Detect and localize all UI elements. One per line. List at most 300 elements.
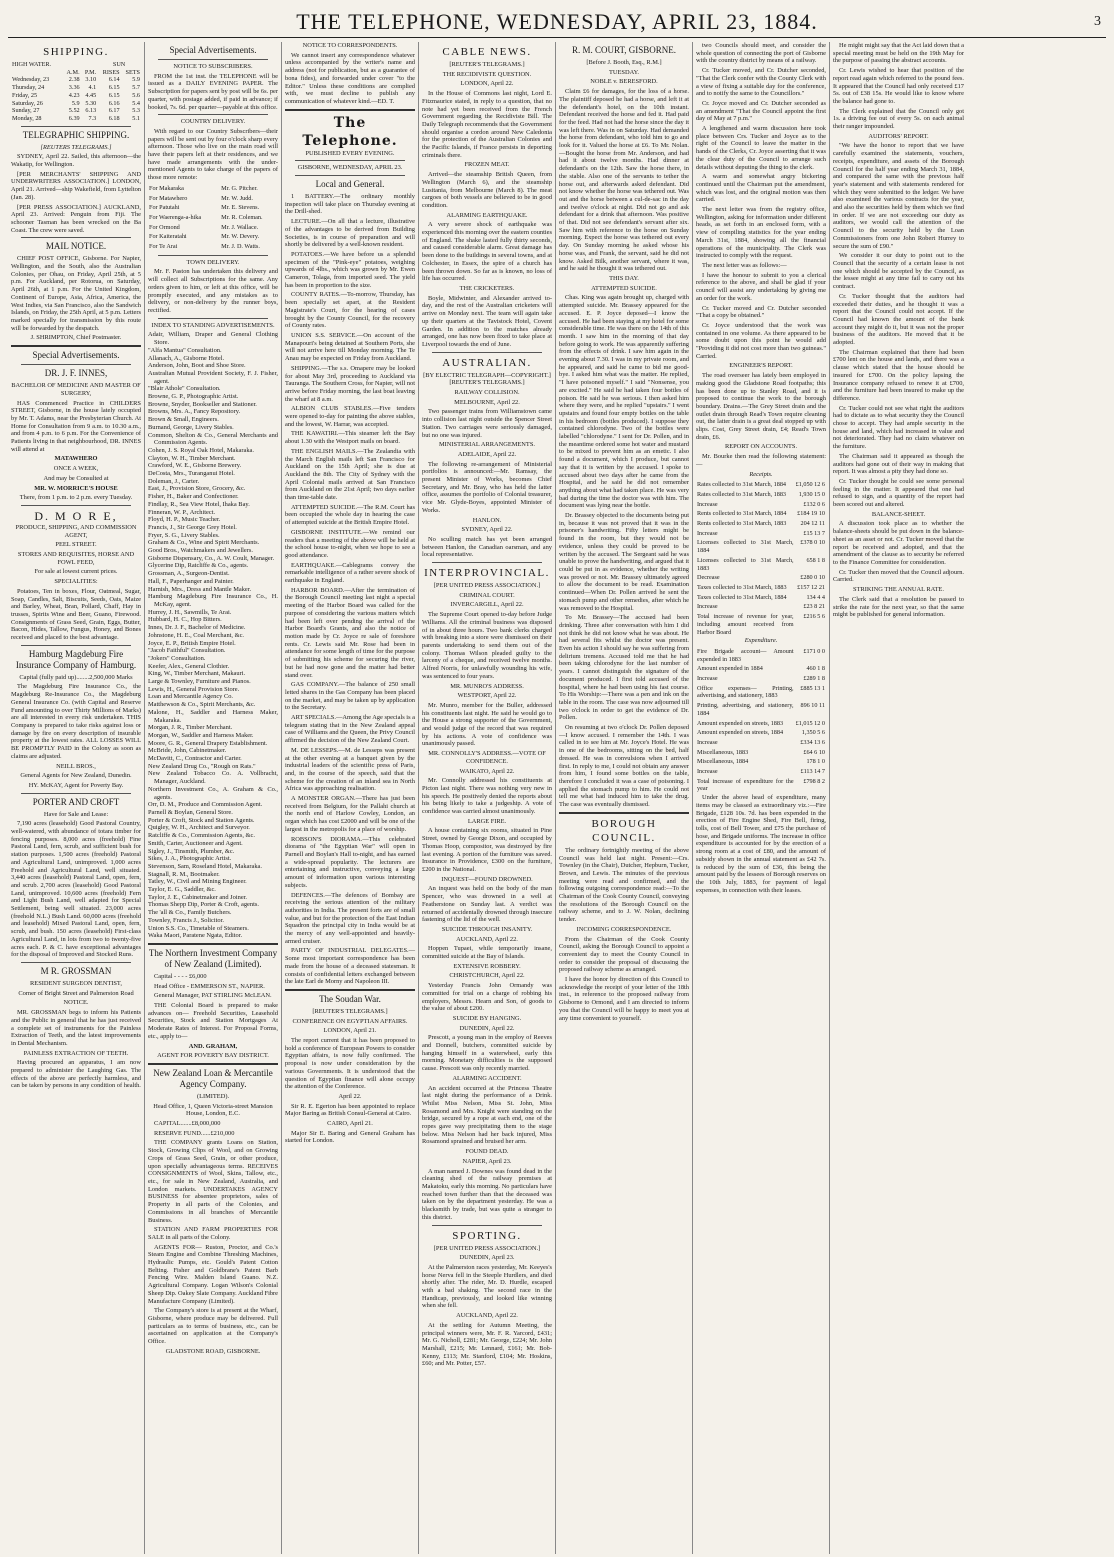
account-row	[696, 719, 826, 729]
local-item: POTATOES.—We have before us a splendid specimen of the "Pink-eye" potatoes, weighing upwards of 4lbs., which was grown by Mr. Ewen Cameron, Tolaga, from imported seed. The yield has been in proportion to the size.	[285, 250, 415, 289]
bal-title: BALANCE-SHEET.	[871, 510, 926, 518]
soudan-body3: Major Sir E. Baring and General Graham has started for London.	[285, 1129, 415, 1145]
att-body: Chas. King was again brought up, charged with attempted suicide. Mr. Brassey appeared for the accused. E. P. Joyce deposed—I know the accused. He had been staying at my hotel for some considerable time. He was there on the 14th of this month. I saw him in the morning of that day before going to work. He was apparently suffering from the effects of drink. I saw him again in the evening about 7.30. I was in my private room, and he appeared, and said he came to bid me good-bye. I asked him what was the matter. He replied, "I have poisoned myself." I said "Nonsense, you are excited." He said he had taken four bottles of poison. He said he was serious. I then asked him where they were, and he replied "upstairs." I went upstairs and found four empty bottles on the table in his bedroom (bottles produced). I suppose they contained chlorodyne. Two of the bottles were labelled "chlorodyne." I sent for Dr. Pollen, and in the meantime ordered some hot water and mustard to be mixed to prevent him as an emetic. I also found a document, which I produce, but cannot say that it is written by the accused. I spoke to accused about two days after he came from the Hospital, and he said he did not remember anything about what had taken place. He was very bad during the time the doctor was with him. The document was lying near the bottle.	[559, 294, 689, 510]
index-item: Sigley, J., Tinsmith, Plumber, &c.	[148, 847, 235, 855]
crick-title: THE CRICKETERS.	[459, 284, 515, 292]
index-item: Morgan, W., Saddler and Harness Maker.	[148, 731, 254, 739]
account-row	[696, 757, 826, 767]
innes-hours: There, from 1 p.m. to 2 p.m. every Tuesday.	[19, 494, 133, 502]
account-value: 658 1 8	[806, 556, 825, 564]
index-item: Crawford, W. E., Gisborne Brewery.	[148, 462, 242, 470]
local-item: A MONSTER ORGAN.—There has just been received from Belgium, for the Pallahi church at the north end of Harlow Cowley, London, an organ which has cost £2000 and will be one of the largest in the metropolis for a place of worship.	[285, 795, 415, 833]
account-value: £157 12 21	[797, 584, 825, 591]
northern-capital: Capital - - - - £6,000	[154, 972, 207, 980]
innes-body: HAS Commenced Practice in CHILDERS STREET, Gisborne, in the house lately occupied by Mr. T. Adams, near the Presbyterian Church. At Home for Consultation from 9 a.m. to 10.30 a.m., and from 4 p.m. to 6 p.m. For the Convenience of Patients living in that neighbourhood, DR. INNES will attend at	[11, 399, 141, 453]
index-item: "Alfa Mantua" Consultation.	[148, 346, 222, 354]
nzloan-ltd: (LIMITED).	[196, 1092, 230, 1100]
account-row	[696, 509, 826, 519]
index-item: Stagnall, R. M., Bootmaker.	[148, 870, 220, 878]
c6-p1: two Councils should meet, and consider the whole question of connecting the port of Gisborne with the country district by means of a railway.	[696, 42, 826, 65]
tide-table	[11, 61, 141, 123]
nzloan-office: Head Office, 1, Queen Victoria-street Mansion House, London, E.C.	[153, 1102, 273, 1118]
bal-body: A discussion took place as to whether the balance-sheets should be put down in the balance-sheet as an asset or not. Cr. Tucker moved that the report be received and adopted, and that the amendment of the clause as to security be referred to the Finance Committee for consideration.	[833, 520, 964, 566]
att-body3: To Mr. Brassey—The accused had been drinking. Three after conversation with him I did not think he did not know what he was about. He had several fits whilst the doctor was present. Even his action I should say he was suffering from delirium tremens. Accused told me that he had been taking chlorodyne for the last number of years. I cannot distinguish the signature of the document produced. I first told accused of the hospital, where he had been using his fast course. To His Worship:—There was a pen and ink on the table in the room. The case was now adjourned till two o'clock in order to get the evidence of Dr. Pollen.	[559, 614, 689, 722]
account-row	[696, 684, 826, 701]
estim-title: STRIKING THE ANNUAL RATE.	[853, 586, 944, 594]
correspondents-heading: NOTICE TO CORRESPONDENTS.	[302, 42, 398, 49]
court-before: [Before J. Booth, Esq., R.M.]	[586, 59, 662, 66]
innes-name: DR. J. F. INNES,	[44, 368, 108, 379]
account-label: Increase	[697, 603, 718, 611]
account-value: £171 0 0	[803, 647, 825, 655]
account-value: 204 12 11	[800, 520, 825, 528]
index-item: Matthewson & Co., Spirit Merchants, &c.	[148, 701, 256, 709]
sport-heading: SPORTING.	[452, 1229, 522, 1242]
account-label: Increase	[697, 500, 718, 508]
soudan-src: [REUTER'S TELEGRAMS.]	[312, 1007, 388, 1015]
court-day: TUESDAY.	[608, 68, 639, 76]
innes-place: MATAWHERO	[54, 455, 98, 463]
account-row	[696, 593, 826, 603]
hamburg-body: The Magdeburg Fire Insurance Co., the Magdeburg Re-Insurance Co., the Magdeburg General Insurance Co. (with Capital and Reserve Fund amounting to over Thirty Millions of Marks) are all interested in every risk undertaken. THIS Company is prepared to take risks against loss or damage by fire on every description of insurable property at the lowest rates. ALL LOSSES WILL BE PROMPTLY PAID in the Colony as soon as claims are adjusted.	[11, 683, 141, 760]
index-item: Browns, Mrs. A., Fancy Repository.	[148, 408, 241, 416]
frozen-body: Arrived—the steamship British Queen, from Wellington (March 6), and the steamship Lusitania, from Melbourne (March 8). The meat cargoes of both vessels are believed to be in good condition.	[422, 171, 552, 209]
index-item: Fisher, H., Baker and Confectioner.	[148, 493, 239, 501]
hamburg-agent2: General Agents for New Zealand, Dunedin.	[20, 772, 132, 780]
aud-body3: Cr. Tucker thought that the auditors had exceeded their duties, and he thought it was a report that the Council could not accept. If the Council had known the amount of the bank account they might do it, but it was not the proper business of the auditors. He moved that it be adopted.	[833, 292, 964, 347]
nzloan-addr: GLADSTONE ROAD, GISBORNE.	[165, 1347, 261, 1355]
account-row	[696, 490, 826, 500]
recid-title: THE RECIDIVISTE QUESTION.	[442, 70, 532, 78]
index-item: Northern Investment Co., A. Graham & Co., agents.	[148, 785, 278, 801]
index-item: Tatley, W., Civil and Mining Engineer.	[148, 878, 247, 886]
sport-src: [PER UNITED PRESS ASSOCIATION.]	[433, 1244, 541, 1252]
account-label: Miscellaneous, 1883	[697, 748, 749, 756]
index-item: Anderson, John, Boot and Shoe Store.	[148, 362, 246, 370]
soudan-date3: CAIRO, April 21.	[327, 1120, 373, 1128]
index-item: Townley, Francis J., Solicitor.	[148, 916, 224, 924]
c6-p2: Cr. Tucker moved, and Cr. Dutcher seconded, "That the Clerk confer with the County Clerk with a view of fixing a suitable day for the conference, and to notify the same to the Councillors."	[696, 67, 826, 98]
index-item: New Zealand Drug Co., "Rough on Rats."	[148, 762, 256, 770]
crim-title: CRIMINAL COURT.	[459, 591, 515, 599]
index-item: Porter & Croft, Stock and Station Agents.	[148, 816, 255, 824]
agents-table	[148, 184, 278, 252]
account-row	[696, 748, 826, 758]
index-item: Thomas Shepp Dip, Porter & Croft, agents.	[148, 901, 259, 909]
account-label: Licenses collected to 31st March, 1884	[697, 539, 794, 555]
quake-body: A very severe shock of earthquake was experienced this morning over the eastern counties of England. The shake lasted fully thirty seconds, and caused considerable alarm. Great damage has been done to the buildings in several towns, and at Colchester, in Essex, the spire of a church has been thrown down. So far as is known, no loss of life has occurred.	[422, 221, 552, 283]
tide-sun: SUN	[112, 61, 126, 68]
hamburg-sub: HY. McKAY, Agent for Poverty Bay.	[28, 781, 124, 789]
c6-p11: Under the above head of expenditure, many items may be classed as extraordinary viz.:—Fire Brigade, £128 10s. 7d. has been expended in the erection of Fire Engine Shed, Fire Bell, firing, tolls, cost of Bell Tower, and £75 the purchase of hose, and Brigade uniforms. The increase in office expenditure is accounted for by the erection of a strong room at a cost of £80, and the amount of subsidy shown in the annual statement as £42 7s. is reduced by the sum of £36, this being the amount paid by the lessees of Borough reserves on the 10th July, 1883, for payment of legal expenses, in connection with their leases.	[696, 794, 826, 894]
local-item: THE ENGLISH MAILS.—The Zealandia with the March English mails left San Francisco for Auckland on the 15th April; she is due at Auckland the 8th. The City of Sydney with the April Colonial mails arrived at San Francisco from Auckland on the 21st April; two days earlier than time-table date.	[285, 447, 415, 502]
c7-p7: Cr. Tucker thought he could see some personal feeling in the matter. It appeared that one had refused to sign, and a quantity of the report had been scored out and altered.	[833, 477, 964, 509]
found-body: A man named J. Downes was found dead in the cleaning shed of the railway premises at Makatoku, early this morning. No particulars have reached town further than that the deceased was taken on by the department yesterday. He was a blacksmith by trade, but was quite a stranger to this district.	[422, 1167, 552, 1221]
index-item: Clayton, W. H., Timber Merchant.	[148, 454, 236, 462]
index-item: Parnell & Boylan, General Store.	[148, 808, 233, 816]
mail-notice-heading: MAIL NOTICE.	[45, 241, 107, 252]
borough-heading: BOROUGH COUNCIL.	[591, 817, 657, 844]
inter-src: [PER UNITED PRESS ASSOCIATION.]	[433, 582, 541, 590]
index-item: Common, Shelton & Co., General Merchants and Commission Agents.	[148, 431, 278, 447]
tide-row: Saturday, 26 5.9 5.30 6.16 5.4	[12, 99, 140, 107]
dmore-line1: PRODUCE, SHIPPING, AND COMMISSION AGENT,	[15, 523, 137, 539]
index-item: Large & Townley, Furniture and Pianos.	[148, 678, 251, 686]
innes-consult: And may be Consulted at	[43, 474, 109, 482]
account-value: £885 13 1	[800, 684, 825, 692]
account-label: Amount expended in 1884	[697, 665, 763, 673]
flag-sub: PUBLISHED EVERY EVENING.	[305, 149, 395, 157]
account-value: £64 6 10	[803, 748, 825, 756]
account-value: £15 13 7	[803, 529, 825, 537]
agent-row: For Te Arai Mr. J. D. Watts.	[149, 243, 260, 251]
crick-body: Boyle, Midwinter, and Alexander arrived to-day, and the rest of the Australian cricketers will arrive on Monday next. The team will again take up their quarters at the Tavistock Hotel, Covent Garden. In addition to the matches already arranged, one has now been fixed to take place at Liverpool towards the end of June.	[422, 294, 552, 348]
index-item: Browne, Snyder, Bookseller and Stationer.	[148, 400, 257, 408]
account-label: Printing, advertising, and stationery, 1884	[697, 702, 794, 717]
found-title: FOUND DEAD.	[465, 1148, 509, 1156]
correspondents-body: We cannot insert any correspondence whatever unless accompanied by the writer's name and address (not for publication, but as a guarantee of bona fides), and forwarded under cover "to the Editor." Unless these conditions are complied with, we must decline to publish any communication of whatever kind.—ED. T.	[285, 51, 415, 105]
index-item: Doleman, J., Carter.	[148, 477, 200, 485]
northern-agent: AND. GRAHAM,	[188, 1042, 238, 1050]
account-value: £289 1 8	[803, 675, 825, 683]
tide-row: Monday, 28 6.39 7.3 6.18 5.1	[12, 114, 140, 122]
subscriber-notice-body: FROM the 1st inst. the TELEPHONE will be issued as a DAILY EVENING PAPER. The Subscription for papers sent by post will be 6s. per quarter, with postage added, if paid in advance; if booked, 7s. 6d. per quarter—payable at this office.	[148, 72, 278, 111]
local-item: ART SPECIALS.—Among the Age specials is a telegram stating that in the New Zealand appeal case of Williams and the Queen, the Privy Council affirmed the decision of the New Zealand Court.	[285, 714, 415, 745]
account-label: Total increase of expenditure for the year	[697, 777, 794, 793]
cable-src: [REUTER'S TELEGRAMS.]	[449, 61, 525, 68]
conn-body: Mr. Connolly addressed his constituents at Picton last night. There was nothing very new in his speech. He positively denied the reports about his being likely to take a judgeship. A vote of confidence was carried almost unanimously.	[422, 777, 552, 816]
c7-p1: He might might say that the Act laid down that a special meeting must be held on the 19th May for the purpose of passing the abstract accounts.	[833, 42, 964, 65]
att-body4: On resuming at two o'clock Dr. Pollen deposed—I know accused. I remember the 14th. I was called in to see him at Mr. Joyce's Hotel. He was in one of the bedrooms, sitting on the bed, half dressed. He was in convulsions when I arrived first. In reply to me, I could not obtain any answer from him, I found some bottles on the table, therefore I concluded it was a case of poisoning. I applied the stomach pump to him. He could not tell me what had induced him to take the drug. The case was eventually dismissed.	[559, 724, 689, 809]
c7-p3: The Clerk explained that the Council only got 1s. a driving fee out of every 5s. on each animal their ranger impounded.	[833, 107, 964, 131]
account-value: £1,050 12 6	[795, 481, 825, 489]
sport-date: DUNEDIN, April 23.	[459, 1254, 515, 1262]
account-value: £23 8 21	[803, 603, 825, 611]
account-label: Rents collected to 31st March, 1884	[697, 510, 787, 518]
c7-p2: Cr. Lewis wished to hear that position of the report read again which referred to the pound fees. It appeared that the Council had only received £17 5s. out of £38 15s. He would like to know where the balance had gone to.	[833, 67, 964, 105]
local-item: HARBOR BOARD.—After the termination of the Borough Council meeting last night a special meeting of the Harbor Board was called for the purpose of considering the various matters which had been left over pending the arrival of the Harbor Board's Grants, and also the notice of motion made by Cr. Joyce re sale of foreshore rents. Cr. Lewis said Mr. Rose had been in attendance for some length of time for the purpose of submitting his scheme for securing the river, but he had now gone and the matter had better stand over.	[285, 586, 415, 679]
agent-row: For Kaiteratahi Mr. W. Devery.	[149, 233, 260, 241]
aud-body2: We consider it our duty to point out to the Council that the security of a certain lease is not one which should be accepted by the Council, as the lessee might at any time fail to carry out his contract.	[833, 252, 964, 291]
local-item: ALBION CLUB STABLES.—Five tenders were opened to-day for painting the above stables, and the lowest, W. Harrar, was accepted.	[285, 405, 415, 428]
column-5	[556, 42, 693, 1554]
column-2	[145, 42, 282, 1554]
sport-date2: AUCKLAND, April 22.	[456, 1312, 518, 1320]
nzloan-station: STATION AND FARM PROPERTIES FOR SALE in all parts of the Colony.	[148, 1226, 278, 1241]
sport-body: At the Palmerston races yesterday, Mr. Keeyes's horse Nerva fell in the Steeple Hurdlers, and died shortly after. The rider, Mr. D. Hurdle, escaped with a bad shaking. The second race in the Handicap, previously, and looked like winning when she fell.	[422, 1263, 552, 1310]
eng-title: ENGINEER'S REPORT.	[729, 362, 793, 370]
account-value: 1,930 15 0	[798, 490, 825, 498]
innes-house: MR. W. MORRICE'S HOUSE	[34, 484, 118, 492]
incoming-title: INCOMING CORRESPONDENCE.	[576, 925, 672, 933]
local-item: COUNTY RATES.—To-morrow, Thursday, has been specially set apart, at the Resident Magistrate's Court, for the hearing of cases brought by the County Council, for the recovery of County rates.	[285, 291, 415, 330]
index-item: Moore, G. R., General Drapery Establishment.	[148, 739, 268, 747]
tide-header-row: A.M. P.M. RISES SETS	[66, 68, 140, 76]
index-item: Sikes, J. A., Photographic Artist.	[148, 855, 232, 863]
local-item: PARTY OF INDUSTRIAL DELEGATES.—Some most important correspondence has been made from the house of a deceased statesman. It consists of confidential letters exchanged between the late Earl de Morny and Napoleon III.	[285, 947, 415, 986]
dmore-line4: For sale at lowest current prices.	[34, 568, 118, 576]
index-item: Hamburg Magdeburg Fire Insurance Co., H. McKay, agent.	[148, 593, 278, 608]
att-body2: Dr. Brassey objected to the documents being put in, because it was not proved that it was in the prisoner's handwriting. Fifty letters might be found in the room, but they would not be evidence, unless they could be proved to be written by the accused. The Sergeant said he was unable to prove the handwriting, and argued that it could be put in as evidence, whether the writing was proved or not. Mr. Brassey ultimately agreed to allow the document to be read. Examination continued—When Dr. Pollen arrived he sent the stomach pump and other remedies, after which he was removed to the Hospital.	[559, 512, 689, 612]
inq-title: INQUEST—FOUND DROWNED.	[441, 875, 533, 883]
northern-body: THE Colonial Board is prepared to make advances on— Freehold Securities, Leasehold Securities, Stock and Station Mortgages At Moderate Rates of Interest. For Proposal Forms, etc., apply to—	[148, 1002, 278, 1040]
northern-title: The Northern Investment Company of New Zealand (Limited).	[148, 947, 278, 969]
telegraphic-shipping-heading: TELEGRAPHIC SHIPPING.	[22, 129, 130, 140]
index-item: Harnish, Mrs., Dress and Mantle Maker.	[148, 585, 252, 593]
aud-body: "We have the honor to report that we have carefully examined the statements, vouchers, receipts, expenditure, and assets of the Borough Council for the half year ending March 31, 1884, and compared the same with the previous half year's statement and with statements rendered for which they were submitted to the ledger. We have also examined the various contracts for the year, and also the securities held by them which we find in order. If we are not exceeding our duty as auditors, we would call the attention of the Council to the security held by the Loan Commissioners from one John Robert Hurrey to secure the sum of £90."	[833, 142, 964, 250]
local-item: THE KAWATIRI.—This steamer left the Bay about 1.30 with the Westport mails on board.	[285, 430, 415, 446]
frozen-title: FROZEN MEAT.	[464, 161, 510, 169]
expenditure-table	[696, 647, 826, 794]
account-value: £334 13 6	[800, 738, 825, 746]
northern-agent2: AGENT FOR POVERTY BAY DISTRICT.	[157, 1052, 269, 1060]
found-date: NAPIER, April 23.	[462, 1157, 512, 1165]
index-item: Taylor, J. E., Cabinetmaker and Joiner.	[148, 893, 248, 901]
c6-p4: A lengthened and warm discussion here took place between Crs. Tucker and Joyce as to the right of the Council to leave the matter in the hands of the Clerks, Cr. Joyce asserting that it was the clear duty of the Council to arrange such details without deputing the thing to the clerk.	[696, 125, 826, 171]
local-item: LECTURE.—On all that a lecture, illustrative of the advantages to be derived from Building Societies, is in course of preparation and will shortly be delivered by a well-known resident.	[285, 218, 415, 249]
northern-mgr: General Manager, PAT STIRLING McLEAN.	[154, 992, 272, 1000]
crim-date: INVERCARGILL, April 22.	[450, 601, 524, 609]
local-item: UNION S.S. SERVICE.—On account of the Manapouri's being detained at Southern Ports, she will not arrive here till Monday morning. The Te Anau may be expected on Friday from Auckland.	[285, 331, 415, 363]
index-item: Joyce, E. P., British Empire Hotel.	[148, 639, 236, 647]
account-value: 178 1 0	[806, 758, 825, 766]
page-number: 3	[1094, 14, 1102, 29]
masthead-title: THE TELEPHONE, WEDNESDAY, APRIL 23, 1884.	[296, 9, 818, 34]
account-row	[696, 612, 826, 637]
account-label: Taxes collected to 31st March, 1884	[697, 593, 787, 601]
conn-title: MR. CONNOLLY'S ADDRESS.—VOTE OF CONFIDENCE.	[428, 750, 546, 765]
tide-row: Friday, 25 4.23 4.45 6.15 5.6	[12, 91, 140, 99]
index-item: King, W., Timber Merchant, Makauri.	[148, 670, 246, 678]
c7-p4: The Chairman explained that there had been £700 lent on the house and lands, and there was a clause which stated that the house should be insured for £700. On the policy lapsing the Insurance company refused to renew it at £700, and the furniture had been insured to make up the difference.	[833, 348, 964, 402]
local-heading: Local and General.	[315, 179, 385, 190]
account-label: Miscellaneous, 1884	[697, 758, 749, 766]
quake-title: ALARMING EARTHQUAKE.	[446, 211, 528, 219]
suic-date: AUCKLAND, April 22.	[456, 935, 518, 943]
c6-p7: The next letter was as follows:—	[702, 261, 787, 269]
account-label: Rents collected to 31st March, 1883	[697, 520, 787, 528]
account-value: £113 14 7	[800, 768, 825, 776]
agent-row: For Makaraka Mr. G. Pitcher.	[149, 184, 258, 192]
aust-heading: AUSTRALIAN.	[442, 356, 532, 369]
local-item: SHIPPING.—The s.s. Omapere may be looked for about May 3rd, proceeding to Auckland via Tauranga. The Southern Cross, for Napier, will not arrive before Friday morning, the last boat leaving the wharf at 8 a.m.	[285, 364, 415, 403]
this-day: THIS DAY.	[609, 274, 639, 282]
minis-body: The following re-arrangement of Ministerial portfolios is announced:—Mr. Ramsay, the present Minister of Works, becomes Chief Secretary, and Mr. Bray, who has held the latter office, assumes the portfolio of Colonial treasurer, vice Mr. Glyde-Boyes, appointed Minister of Works.	[422, 460, 552, 514]
aud-title: AUDITORS' REPORT.	[868, 132, 929, 140]
account-label: Decrease	[697, 574, 720, 582]
sport-body2: At the settling for Autumn Meeting, the principal winners were, Mr. F. R. Yarcord, £431; Mr. G. Nicholl, £281; Mr. George, £224; Mr. John Marshall, £215; Mr. Lennard, £161; Mr. Bob-Kenny, £113; Mr. Stanford, £104; Mr. Hoskins, £60; and Mr. Potter, £57.	[422, 1321, 552, 1368]
index-item: Stevenson, Sam, Roseland Hotel, Makaraka.	[148, 862, 262, 870]
case1-title: NOBLE v. BERESFORD.	[590, 78, 658, 86]
court-heading: R. M. COURT, GISBORNE.	[571, 45, 677, 55]
crim-body: The Supreme Court opened to-day before Judge Williams. All the criminal business was disposed of in about three hours. Two bank clerks charged with breaking into a store were dismissed on their parents undertaking to send them out of the colony. Thomas Wilson pleaded guilty to the larceny of a cheque, and received twelve months. Alfred Norris, for unlawfully wounding his wife, was sentenced to four years.	[422, 611, 552, 680]
column-6	[693, 42, 830, 1554]
porter-body: 7,190 acres (leasehold) Good Pastoral Country, well-watered, with abundance of totara timber for fencing purposes. 8,000 acres (freehold) Fine Pastoral Land, fern, scrub, and sufficient bush for station purposes. 1,500 acres (freehold) Pastoral and Agricultural Land, unimproved. 1,000 acres Freehold and Agricultural Land, well situated. 3,440 acres (leasehold) Pastoral Land, open, fern, and scrub. 2,700 acres (leasehold) Good Pastoral Land, unimproved. 10,600 acres (freehold) Fern and Light Bush Land, well adapted for Special Settlement, being well situated. 23,000 acres (freehold N.L.) Bush Land. 60,000 acres (freehold and leasehold) Mixed Pastoral Land, open, fern, scrub, and bush. 150 acres (leasehold) First-class Agricultural Land, in lots from two to twenty-five acres each. P. & C. have exceptional advantages for the disposal of Improved and Stocked Runs.	[11, 820, 141, 959]
index-item: Waka Maori, Paratene Ngata, Editor.	[148, 932, 243, 940]
tide-row: Sunday, 27 5.52 6.13 6.17 5.3	[12, 107, 140, 115]
account-value: 1,350 5 6	[801, 729, 825, 737]
burg-date: CHRISTCHURCH, April 22.	[449, 972, 525, 980]
acc-body: An accident occurred at the Princess Theatre last night during the performance of a Drink. Whilst Miss Nelson, Miss St. John, Miss Rosamond and Mrs. Knight were standing on the bridge, secured by a rope at each end, one of the ropes gave way precipitating them to the stage below. Miss Nelson had her back injured, Miss Rosamond sprained and bruised her arm.	[422, 1084, 552, 1146]
local-news	[285, 193, 415, 986]
index-title: INDEX TO STANDING ADVERTISEMENTS.	[151, 321, 275, 329]
receipts-title: Receipts.	[749, 470, 773, 478]
recid-body: In the House of Commons last night, Lord E. Fitzmaurice stated, in reply to a question, that no note had yet been received from the French Government regarding the Recidiviste Bill. The Daily Telegraph recommends that the Government should organise a cordon around New Caledonia for the protection of the Australian Colonies and the Pacific Islands, if France persists in deporting criminals there.	[422, 90, 552, 159]
soudan-body: The report current that it has been proposed to hold a conference of European Powers to consider Egyptian affairs, is now fully confirmed. The proposal is now under consideration by the various Governments. It is understood that the question of Egyptian finance will alone occupy the attention of the Conference.	[285, 1037, 415, 1091]
account-row	[696, 602, 826, 612]
index-item: Taylor, E. G., Saddler, &c.	[148, 886, 216, 894]
column-7	[830, 42, 967, 1554]
c6-p3: Cr. Joyce moved and Cr. Dutcher seconded as an amendment "That the Council appoint the first day of May at 7 p.m."	[696, 99, 826, 123]
minis-title: MINISTERIAL ARRANGEMENTS.	[439, 441, 535, 449]
tide-row: Thursday, 24 3.36 4.1 6.15 5.7	[12, 84, 140, 92]
index-item: Floyd, H. P., Music Teacher.	[148, 516, 221, 524]
account-label: Amount expended on streets, 1884	[697, 729, 784, 737]
shipping-item: [PER PRESS ASSOCIATION.] AUCKLAND, April 23. Arrived: Penguin from Fiji. The schooner Tasman has been wrecked on the Ba Coast. The crew were saved.	[11, 203, 141, 234]
local-item: GISBORNE INSTITUTE.—We remind our readers that a meeting of the above will be held at the school house to-night, when we hope to see a good attendance.	[285, 528, 415, 559]
index-item: Finneran, W. P., Architect.	[148, 508, 216, 516]
estim-body: The Clerk said that a resolution be passed to strike the rate for the next year, so that the same might be published for general information.	[833, 595, 964, 619]
index-item: Brown & Small, Engineers.	[148, 416, 219, 424]
borough-body2: From the Chairman of the Cook County Council, asking the Borough Council to appoint a convenient day to meet the County Council in order to consider the proposal of discussing the proposed railway scheme as arranged.	[559, 935, 689, 974]
account-row	[696, 701, 826, 718]
porter-sub: Have for Sale and Lease:	[43, 810, 109, 818]
dmore-title: D. M O R E,	[34, 508, 118, 523]
minis-date: ADELAIDE, April 22.	[457, 450, 517, 458]
account-label: Increase	[697, 529, 718, 537]
account-value: £280 0 10	[800, 574, 825, 582]
borough-body3: I have the honor by direction of this Council to acknowledge the receipt of your letter of the 18th inst., in reference to the proposed railway from Gisborne to Ormond, and I am directed to inform you that the Council will be happy to meet you at any time convenient to yourself.	[559, 976, 689, 1022]
index-item: Malone, H., Saddler and Harness Maker, Makaraka.	[148, 708, 278, 724]
index-item: Fryer, S. G., Livery Stables.	[148, 531, 220, 539]
index-item: New Zealand Tobacco Co. A. Vollbracht, Manager, Auckland.	[148, 770, 278, 786]
c6-p5: A warm and somewhat angry bickering continued until the Chairman put the amendment, which was lost, and the original motion was then carried.	[696, 173, 826, 204]
account-label: Rates collected to 31st March, 1884	[697, 481, 787, 489]
local-item: M. DE LESSEPS.—M. de Lesseps was present at the other evening at a banquet given by the industrial leaders of the scientific press of Paris, and, in the course of the speech, said that the scheme for the creation of an inland sea in North Africa was approaching realisation.	[285, 746, 415, 793]
account-label: Total increase of revenue for year, including amount received from Harbor Board	[697, 613, 794, 636]
account-label: Fire Brigade account— Amount expended in 1883	[697, 647, 794, 663]
munro-title: MR. MUNRO'S ADDRESS.	[450, 682, 524, 690]
index-item: Union S.S. Co., Timetable of Steamers.	[148, 924, 249, 932]
flag-date: GISBORNE, WEDNESDAY, APRIL 23.	[297, 164, 403, 172]
account-value: £798 8 2	[803, 777, 825, 785]
inq-body: An inquest was held on the body of the man Spencer, who was drowned in a well at Featherstone on Sunday last. A verdict was returned of accidentally drowned through insecure fastening of the lid of the well.	[422, 885, 552, 924]
index-item: "Blair Athole" Consultation.	[148, 385, 221, 393]
index-item: Ratcliffe & Co., Commission Agents, &c.	[148, 832, 255, 840]
dmore-spec: SPECIALITIES:	[54, 578, 98, 586]
hang-body: Prescott, a young man in the employ of Reeves and Donnell, butchers, committed suicide by hanging himself in a waterwheel, early this morning. Monetary difficulties is the supposed cause. Prescott was only recently married.	[422, 1034, 552, 1073]
soudan-date2: April 22.	[338, 1092, 362, 1100]
account-row	[696, 538, 826, 555]
local-item: 1 BATTERY.—The ordinary monthly inspection will take place on Thursday evening at the Drill-shed.	[285, 193, 415, 216]
account-value: £184 19 10	[797, 510, 825, 518]
eng-body: The road overseer has lately been employed in making good the Gladstone Road footpaths; this has been done up to Stanley Road, and it is proposed to continue the work to the borough boundary. Drains.—The Grey Street drain and the outlet drain through Read's Town require cleaning out, the latter drain is a great deal stopped up with slips. Cost, Grey Street drain, £4; Read's Town drain, £6.	[696, 372, 826, 441]
index-item: "Jacob Faithful" Consultation.	[148, 647, 226, 655]
rail-date: MELBOURNE, April 22.	[454, 398, 520, 406]
index-item: Graham & Co., Wine and Spirit Merchants.	[148, 539, 260, 547]
index-item: Johnstone, H. E., Coal Merchant, &c.	[148, 631, 245, 639]
account-row	[696, 738, 826, 748]
c7-p5: Cr. Tucker could not see what right the auditors had to dictate as to what security they the Council chose to accept. They had ample security in the house and land, which had increased in value and not deteriorated. They had no claim whatever on the furniture.	[833, 404, 964, 451]
dmore-line3: STORES AND REQUISITES, HORSE AND FOWL FEED,	[17, 551, 135, 566]
grossman-body2: Having procured an apparatus, I am now prepared to administer the Laughing Gas. The effects of the above are perfectly harmless, and can be taken by persons in any condition of health.	[11, 1059, 141, 1090]
index-item: Hubbard, H. C., Hop Bitters.	[148, 616, 222, 624]
acct-intro: Mr. Bourke then read the following statement:—	[696, 453, 826, 468]
fire-body: A house containing six rooms, situated in Pine Street, owned by George Dixon, and occupied by Thomas Hoop, compositor, was destroyed by fire last evening. A portion of the furniture was saved. Insurance in Providence, £300 on the furniture, £200 in the National.	[422, 827, 552, 873]
index-item: Grossman, A., Surgeon-Dentist.	[148, 570, 230, 578]
hang-title: SUICIDE BY HANGING.	[452, 1014, 522, 1022]
nzloan-title: New Zealand Loan & Mercantile Agency Company.	[153, 1067, 273, 1089]
grossman-sub: RESIDENT SURGEON DENTIST,	[30, 979, 122, 987]
agent-row: For Matawhero Mr. W. Judd.	[149, 194, 253, 202]
paper-flag: The Telephone.	[302, 114, 398, 149]
index-item: East, J., Provision Store, Grocery, &c.	[148, 485, 246, 493]
burg-body: Yesterday Francis John Ormandy was committed for trial on a charge of robbing his employers, Messrs. Hearn and Son, of goods to the value of about £200.	[422, 982, 552, 1013]
account-value: 460 1 8	[806, 665, 825, 673]
soudan-body2: Sir R. E. Egerton has been appointed to replace Major Baring as British Consul-General at Cairo.	[285, 1102, 415, 1118]
local-item: ROBSON'S DIORAMA.—This celebrated diorama of "the Egyptian War" will open in Parnell and Boylan's Hall to-night, and has earned a wide-spread popularity. The lecturers are entertaining and instructive, conveying a large amount of information upon various interesting subjects.	[285, 835, 415, 889]
index-item: Innes, Dr. J. F., Bachelor of Medicine.	[148, 624, 246, 632]
index-item: "Jokers" Consultation.	[148, 654, 206, 662]
account-label: Increase	[697, 738, 718, 746]
aust-src: [BY ELECTRIC TELEGRAPH—COPYRIGHT.] [REUTER'S TELEGRAMS.]	[423, 371, 551, 387]
account-row	[696, 529, 826, 539]
account-row	[696, 556, 826, 573]
tide-title: HIGH WATER.	[12, 61, 52, 68]
agent-row: For Ormond Mr. J. Wallace.	[149, 223, 259, 231]
c6-p9: Cr. Tucker moved and Cr. Dutcher seconded "That a copy be obtained."	[696, 304, 826, 320]
index-list	[148, 331, 278, 940]
soudan-heading: The Soudan War.	[319, 993, 381, 1004]
inter-heading: INTERPROVINCIAL.	[424, 567, 550, 580]
local-item: EARTHQUAKE.—Cablegrams convey the remarkable intelligence of a rather severe shock of earthquake in England.	[285, 561, 415, 585]
local-item: GAS COMPANY.—The balance of 250 small letted shares in the Gas Company has been placed on the market, and may be taken up by application to the Secretary.	[285, 681, 415, 712]
munro-body: Mr. Munro, member for the Buller, addressed his constituents last night. He said he would go to the House a strong supporter of the Government, and would judge of the record that was required by his actions. A vote of confidence was unanimously passed.	[422, 701, 552, 748]
country-delivery-body: With regard to our Country Subscribers—their papers will be sent out by four o'clock sharp every afternoon. Those who live on the main road will have their papers left at their residences, and we have made arrangements with the under-mentioned Agents to take charge of the papers of those more remote:	[148, 127, 278, 182]
mail-notice-sign: J. SHRIMPTON, Chief Postmaster.	[30, 334, 122, 342]
innes-freq: ONCE A WEEK,	[53, 465, 99, 473]
account-value: £216 5 6	[803, 613, 825, 621]
agent-row: For Waerenga-a-hika Mr. R. Coleman.	[149, 213, 263, 221]
grossman-notice: NOTICE.	[63, 999, 89, 1007]
index-item: Burnand, George, Livery Stables.	[148, 423, 234, 431]
account-value: 134 4 4	[806, 593, 825, 601]
grossman-title: M R. GROSSMAN	[40, 965, 112, 976]
index-item: Australian Mutual Provident Society, F. J. Fisher, agent.	[148, 369, 278, 385]
index-item: Cohen, J. S. Royal Oak Hotel, Makaraka.	[148, 446, 254, 454]
account-label: Increase	[697, 768, 718, 776]
index-item: DeCosta, Mrs., Turanganui Hotel.	[148, 470, 235, 478]
cable-heading: CABLE NEWS.	[442, 46, 532, 58]
nzloan-reserve: RESERVE FUND......£210,000	[154, 1129, 235, 1137]
account-row	[696, 647, 826, 664]
account-row	[696, 777, 826, 794]
soudan-sub: CONFERENCE ON EGYPTIAN AFFAIRS.	[292, 1017, 408, 1025]
index-item: Browne, G. P., Photographic Artist.	[148, 393, 239, 401]
nzloan-body: THE COMPANY grants Loans on Station, Stock, Growing Clips of Wool, and on Growing Crops of Grass Seed, Grain, or other produce, upon specially advantageous terms. RECEIVES CONSIGNMENTS of Wool, Skins, Tallow, etc., etc., for sale in New Zealand, Australia, and London markets. UNDERTAKES AGENCY BUSINESS for absentee proprietors, sales of Property in all parts of the Colonies, and Commissions in all branches of Mercantile Business.	[148, 1139, 278, 1224]
local-item: DEFENCES.—The defences of Bombay are receiving the serious attention of the military authorities in India. The present forts are of small value, and but for the protection of the East Indian Squadron the principal city in India would be at the mercy of any well-appointed and heavily-armed cruiser.	[285, 891, 415, 945]
fire-title: LARGE FIRE.	[467, 817, 507, 825]
nzloan-agents: AGENTS FOR— Ruston, Proctor, and Co.'s Steam Engine and Combine Threshing Machines, Hydraulic Pumps, etc. Gould's Patent Cotton Belting. Fisher and Goldbrane's Patent Barb Fencing Wire. Malden Island Guano. N.Z. Agricultural Company. Logan Wilson's Colonial Sheep Dip. Oakey Slate Company. Auckland Fibre Manufacture Company (Limited).	[148, 1243, 278, 1305]
rail-body: Two passenger trains from Williamstown came into collision last night outside the Spencer Street Station. Two carriages were seriously damaged, but no one was injured.	[422, 408, 552, 439]
masthead	[8, 8, 1106, 38]
acct-title: REPORT ON ACCOUNTS.	[724, 443, 798, 451]
c6-p10: Cr. Joyce understood that the work was contained in one volume. As there appeared to be some doubt upon this point he would add "Providing it did not cost more than two guineas." Carried.	[696, 321, 826, 360]
account-row	[696, 674, 826, 684]
account-label: Increase	[697, 675, 718, 683]
column-3	[282, 42, 419, 1554]
account-row	[696, 664, 826, 674]
